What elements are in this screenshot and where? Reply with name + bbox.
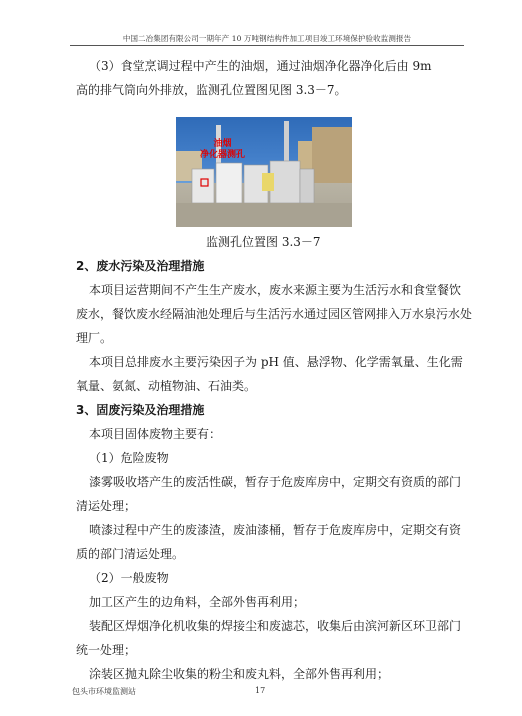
section-heading-wastewater: 2、废水污染及治理措施 xyxy=(76,259,205,273)
para3-line2: 氧量、氨氮、动植物油、石油类。 xyxy=(76,379,257,393)
header-rule xyxy=(70,45,464,46)
para6-line2: 质的部门清运处理。 xyxy=(76,547,185,561)
para5-line2: 清运处理； xyxy=(76,499,137,513)
para2-line2: 废水，餐饮废水经隔油池处理后与生活污水通过园区管网排入万水泉污水处 xyxy=(76,307,473,321)
item1-hazardous: （1）危险废物 xyxy=(89,451,169,465)
photo-label-line2: 净化器测孔 xyxy=(200,150,246,160)
header-title: 中国二冶集团有限公司一期年产 10 万吨钢结构件加工项目竣工环境保护验收监测报告 xyxy=(122,34,412,43)
para8-line2: 统一处理； xyxy=(76,643,137,657)
para6-line1: 喷漆过程中产生的废漆渣，废油漆桶，暂存于危废库房中，定期交有资 xyxy=(89,523,462,537)
para7: 加工区产生的边角料，全部外售再利用； xyxy=(89,595,306,609)
para4: 本项目固体废物主要有： xyxy=(89,427,222,441)
item2-general: （2）一般废物 xyxy=(89,571,169,585)
para9: 涂装区抛丸除尘收集的粉尘和废丸料，全部外售再利用； xyxy=(89,667,390,681)
figure-caption: 监测孔位置图 3.3－7 xyxy=(206,235,321,249)
footer-org: 包头市环境监测站 xyxy=(72,687,136,696)
photo-label-line1: 油烟 xyxy=(213,139,232,149)
para1-line1: （3）食堂烹调过程中产生的油烟，通过油烟净化器净化后由 9m xyxy=(89,59,432,73)
para5-line1: 漆雾吸收塔产生的废活性碳，暂存于危废库房中，定期交有资质的部门 xyxy=(89,475,462,489)
para2-line3: 理厂。 xyxy=(76,331,113,345)
para3-line1: 本项目总排废水主要污染因子为 pH 值、悬浮物、化学需氧量、生化需 xyxy=(89,355,463,369)
para2-line1: 本项目运营期间不产生生产废水，废水来源主要为生活污水和食堂餐饮 xyxy=(89,283,462,297)
para1-line2: 高的排气筒向外排放，监测孔位置图见图 3.3－7。 xyxy=(76,83,347,97)
photo-illustration xyxy=(176,117,352,227)
para8-line1: 装配区焊烟净化机收集的焊接尘和废滤芯，收集后由滨河新区环卫部门 xyxy=(89,619,462,633)
section-heading-solid-waste: 3、固废污染及治理措施 xyxy=(76,403,205,417)
monitoring-hole-photo xyxy=(176,117,352,227)
page-number: 17 xyxy=(255,686,266,695)
photo-label xyxy=(200,139,245,161)
